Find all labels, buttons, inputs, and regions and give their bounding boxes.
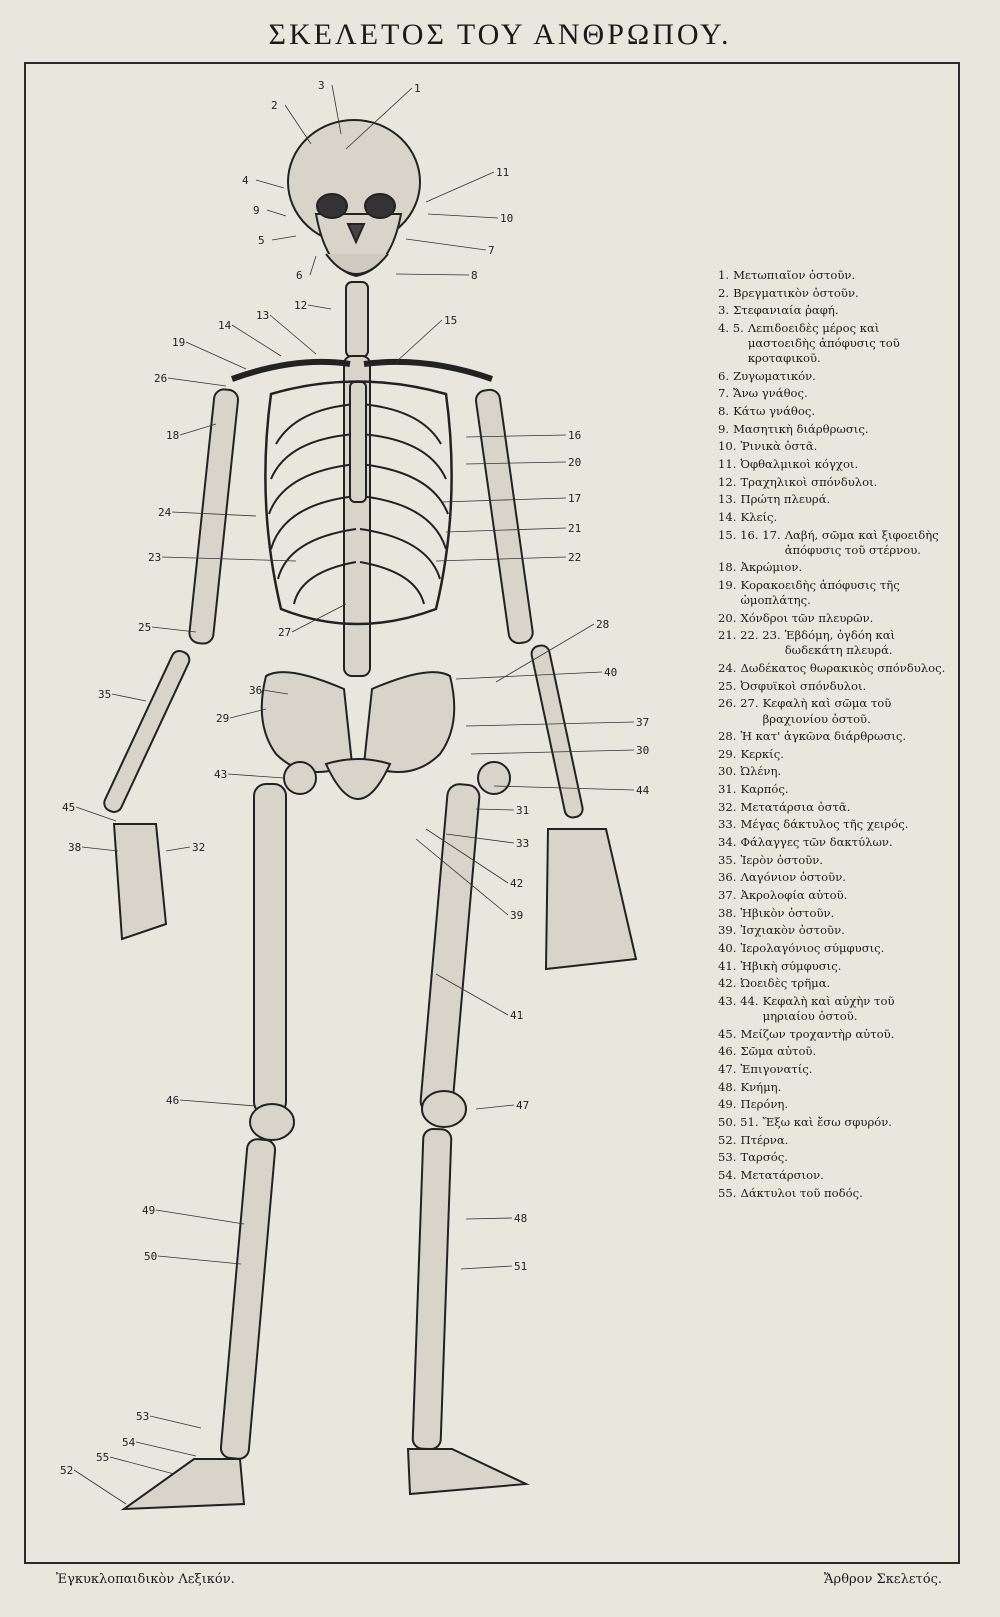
right-ilium — [364, 672, 454, 772]
bone-number-label: 14 — [218, 319, 232, 332]
bone-number-label: 28 — [596, 618, 610, 631]
legend-number: 33. — [718, 817, 737, 832]
legend-text: Χόνδροι τῶν πλευρῶν. — [740, 610, 874, 625]
legend-item — [718, 475, 950, 490]
bone-number-label: 2 — [271, 99, 278, 112]
legend-text: Λεπιδοειδὲς μέρος καὶ μαστοειδὴς ἀπόφυσις τοῦ κροταφικοῦ. — [747, 320, 900, 366]
legend-text: Ἱερολαγόνιος σύμφυσις. — [740, 941, 885, 956]
legend-text: Κορακοειδὴς ἀπόφυσις τῆς ὠμοπλάτης. — [740, 578, 900, 608]
bone-number-label: 24 — [158, 506, 172, 519]
legend-item — [718, 510, 950, 525]
legend-item — [718, 764, 950, 779]
leader-line — [166, 847, 190, 851]
legend-item — [718, 528, 950, 558]
legend-item — [718, 1133, 950, 1148]
bone-number-label: 31 — [516, 804, 530, 817]
legend-item — [718, 747, 950, 762]
leader-line — [466, 1218, 512, 1219]
legend-item — [718, 679, 950, 694]
legend-item — [718, 1080, 950, 1095]
bone-number-label: 47 — [516, 1099, 530, 1112]
legend-number: 46. — [718, 1044, 737, 1059]
legend-item — [718, 578, 950, 608]
legend-item — [718, 492, 950, 507]
bone-number-label: 8 — [471, 269, 478, 282]
legend-text: Κλείς. — [740, 510, 778, 524]
legend-number: 41. — [718, 958, 737, 973]
leader-line — [466, 462, 566, 464]
legend-number: 21. 22. 23. — [718, 628, 781, 643]
right-hand — [546, 829, 636, 969]
leader-line — [168, 378, 226, 386]
legend-number: 10. — [718, 439, 737, 454]
right-patella — [422, 1091, 466, 1127]
legend-item — [718, 661, 950, 676]
legend-text: Στεφανιαία ῥαφή. — [733, 303, 839, 318]
legend-number: 25. — [718, 678, 737, 693]
legend-number: 7. — [718, 386, 730, 401]
legend-text: Κεφαλὴ καὶ αὐχὴν τοῦ μηριαίου ὀστοῦ. — [762, 994, 895, 1024]
legend-item — [718, 422, 950, 437]
legend — [718, 268, 950, 1203]
bone-number-label: 19 — [172, 336, 186, 349]
legend-item — [718, 321, 950, 366]
bone-number-label: 20 — [568, 456, 582, 469]
leader-line — [110, 1457, 174, 1474]
bone-number-label: 39 — [510, 909, 524, 922]
leader-line — [74, 1470, 126, 1504]
bone-number-label: 53 — [136, 1410, 150, 1423]
legend-number: 4. 5. — [718, 320, 744, 335]
bone-number-label: 11 — [496, 166, 510, 179]
legend-number: 14. — [718, 510, 737, 524]
skeleton-bones — [102, 120, 636, 1509]
legend-text: Ἀκρώμιον. — [740, 560, 803, 575]
legend-number: 34. — [718, 835, 737, 850]
legend-text: Δάκτυλοι τοῦ ποδός. — [740, 1185, 863, 1200]
leader-line — [82, 847, 118, 851]
left-patella — [250, 1104, 294, 1140]
bone-number-label: 44 — [636, 784, 650, 797]
legend-number: 31. — [718, 782, 737, 797]
bone-number-label: 41 — [510, 1009, 524, 1022]
legend-text: Φάλαγγες τῶν δακτύλων. — [740, 835, 893, 850]
leader-line — [180, 1100, 256, 1106]
bone-number-label: 15 — [444, 314, 458, 327]
legend-item — [718, 439, 950, 454]
legend-item — [718, 800, 950, 815]
bone-number-label: 6 — [296, 269, 303, 282]
leader-line — [292, 604, 346, 632]
bone-number-label: 25 — [138, 621, 152, 634]
legend-item — [718, 1150, 950, 1165]
bone-number-label: 50 — [144, 1250, 158, 1263]
right-humerus — [475, 389, 534, 645]
pubis — [326, 759, 390, 799]
bone-number-label: 30 — [636, 744, 650, 757]
right-femur-head — [478, 762, 510, 794]
legend-text: Ὀσφυϊκοὶ σπόνδυλοι. — [740, 678, 867, 693]
right-foot — [408, 1449, 526, 1494]
legend-number: 42. — [718, 976, 737, 991]
legend-item — [718, 560, 950, 575]
bone-number-label: 35 — [98, 688, 112, 701]
legend-item — [718, 268, 950, 283]
bone-number-label: 18 — [166, 429, 180, 442]
leader-line — [428, 214, 498, 218]
bone-number-label: 37 — [636, 716, 650, 729]
legend-item — [718, 386, 950, 401]
legend-text: Μετατάρσια ὀστᾶ. — [740, 799, 851, 814]
legend-text: Πρώτη πλευρά. — [740, 492, 831, 507]
legend-text: Περόνη. — [740, 1097, 789, 1112]
leader-line — [150, 1416, 201, 1428]
bone-number-label: 21 — [568, 522, 582, 535]
bone-number-label: 36 — [249, 684, 263, 697]
leader-line — [272, 236, 296, 240]
leader-line — [476, 1105, 514, 1109]
legend-number: 37. — [718, 888, 737, 903]
legend-text: Πτέρνα. — [740, 1132, 789, 1147]
legend-number: 45. — [718, 1026, 737, 1041]
leader-line — [228, 774, 284, 778]
legend-item — [718, 853, 950, 868]
legend-item — [718, 404, 950, 419]
legend-item — [718, 835, 950, 850]
legend-item — [718, 303, 950, 318]
leader-line — [461, 1266, 512, 1269]
legend-number: 43. 44. — [718, 994, 759, 1008]
leader-line — [162, 557, 296, 561]
legend-number: 18. — [718, 560, 737, 575]
leader-line — [285, 105, 311, 144]
legend-text: Κερκίς. — [740, 746, 784, 761]
leader-line — [270, 315, 316, 354]
left-foot — [124, 1459, 244, 1509]
legend-item — [718, 369, 950, 384]
legend-text: Ἀκρολοφία αὐτοῦ. — [740, 888, 848, 903]
bone-number-label: 26 — [154, 372, 168, 385]
legend-number: 1. — [718, 268, 730, 282]
bone-number-label: 4 — [242, 174, 249, 187]
left-hand — [114, 824, 166, 939]
legend-number: 19. — [718, 578, 737, 593]
legend-text: Τραχηλικοὶ σπόνδυλοι. — [740, 474, 878, 489]
bone-number-label: 54 — [122, 1436, 136, 1449]
cervical-spine — [346, 282, 368, 357]
legend-text: Ταρσός. — [740, 1150, 788, 1165]
sternum — [350, 382, 366, 502]
legend-number: 47. — [718, 1062, 737, 1077]
legend-number: 40. — [718, 941, 737, 956]
legend-item — [718, 1097, 950, 1112]
legend-text: Λαβή, σῶμα καὶ ξιφοειδὴς ἀπόφυσις τοῦ στέρνου. — [784, 527, 939, 557]
bone-number-label: 12 — [294, 299, 308, 312]
legend-text: Ὀφθαλμικοὶ κόγχοι. — [740, 457, 859, 472]
mandible — [326, 254, 388, 274]
leader-line — [156, 1210, 244, 1224]
legend-number: 48. — [718, 1079, 737, 1094]
bone-number-label: 43 — [214, 768, 228, 781]
bone-number-label: 45 — [62, 801, 76, 814]
bone-number-label: 46 — [166, 1094, 180, 1107]
legend-item — [718, 611, 950, 626]
legend-number: 55. — [718, 1185, 737, 1200]
leader-line — [396, 320, 442, 362]
legend-number: 35. — [718, 852, 737, 867]
legend-number: 49. — [718, 1097, 737, 1112]
legend-text: Καρπός. — [740, 782, 789, 797]
leader-line — [136, 1442, 196, 1456]
legend-number: 6. — [718, 368, 730, 383]
legend-text: Ἰσχιακὸν ὀστοῦν. — [740, 923, 845, 938]
leader-line — [406, 239, 486, 250]
bone-number-label: 52 — [60, 1464, 74, 1477]
leader-line — [232, 325, 281, 356]
bone-number-label: 10 — [500, 212, 514, 225]
legend-item — [718, 1062, 950, 1077]
legend-text: Ἡ κατ' ἀγκῶνα διάρθρωσις. — [740, 729, 907, 744]
leader-line — [267, 210, 286, 216]
legend-text: Μετωπιαῖον ὀστοῦν. — [733, 268, 856, 282]
bone-number-label: 51 — [514, 1260, 528, 1273]
legend-text: Λαγόνιον ὀστοῦν. — [740, 870, 846, 885]
bone-number-label: 7 — [488, 244, 495, 257]
legend-item — [718, 782, 950, 797]
leader-line — [186, 342, 246, 369]
left-femur — [254, 784, 286, 1114]
right-tibia — [412, 1129, 451, 1450]
page-title: ΣΚΕΛΕΤΟΣ ΤΟΥ ΑΝΘΡΩΠΟΥ. — [268, 18, 732, 51]
legend-text: Ἐπιγονατίς. — [740, 1062, 813, 1077]
legend-number: 38. — [718, 905, 737, 920]
legend-text: Ὠλένη. — [740, 764, 782, 779]
leader-line — [256, 180, 284, 188]
legend-text: Μείζων τροχαντὴρ αὐτοῦ. — [740, 1026, 895, 1041]
legend-text: Ζυγωματικόν. — [733, 368, 816, 383]
legend-item — [718, 888, 950, 903]
legend-item — [718, 994, 950, 1024]
legend-item — [718, 941, 950, 956]
legend-number: 12. — [718, 474, 737, 489]
legend-text: Ἡβικὸν ὀστοῦν. — [740, 905, 835, 920]
legend-number: 29. — [718, 746, 737, 761]
legend-item — [718, 959, 950, 974]
legend-text: Ἑβδόμη, ὀγδόη καὶ δωδεκάτη πλευρά. — [784, 628, 896, 658]
legend-text: Ἔξω καὶ ἔσω σφυρόν. — [762, 1115, 892, 1129]
legend-number: 9. — [718, 421, 730, 436]
right-femur — [420, 783, 481, 1115]
legend-item — [718, 1186, 950, 1201]
left-clavicle — [232, 362, 350, 379]
legend-number: 2. — [718, 285, 730, 300]
leader-line — [396, 274, 469, 275]
legend-text: Κεφαλὴ καὶ σῶμα τοῦ βραχιονίου ὀστοῦ. — [762, 696, 892, 726]
legend-text: Κνήμη. — [740, 1079, 782, 1094]
legend-item — [718, 906, 950, 921]
legend-number: 15. 16. 17. — [718, 527, 781, 542]
legend-number: 26. 27. — [718, 696, 759, 711]
bone-number-label: 27 — [278, 626, 292, 639]
leader-line — [476, 809, 514, 810]
legend-item — [718, 923, 950, 938]
legend-number: 8. — [718, 404, 730, 419]
bone-number-label: 5 — [258, 234, 265, 247]
legend-number: 53. — [718, 1150, 737, 1165]
legend-text: Ῥινικὰ ὀστᾶ. — [740, 439, 818, 454]
legend-number: 13. — [718, 492, 737, 507]
legend-item — [718, 286, 950, 301]
legend-text: Ἱερὸν ὀστοῦν. — [740, 852, 823, 867]
leader-line — [426, 172, 494, 202]
footer-article: Ἄρθρον Σκελετός. — [824, 1572, 942, 1587]
legend-item — [718, 1115, 950, 1130]
legend-item — [718, 457, 950, 472]
bone-number-label: 1 — [414, 82, 421, 95]
bone-number-label: 16 — [568, 429, 582, 442]
legend-text: Ἡβικὴ σύμφυσις. — [740, 958, 842, 973]
legend-text: Δωδέκατος θωρακικὸς σπόνδυλος. — [740, 661, 946, 676]
legend-item — [718, 696, 950, 726]
bone-number-label: 38 — [68, 841, 82, 854]
legend-text: Μετατάρσιον. — [740, 1167, 824, 1182]
bone-number-label: 17 — [568, 492, 582, 505]
bone-number-label: 55 — [96, 1451, 110, 1464]
bone-number-label: 49 — [142, 1204, 156, 1217]
legend-text: Μασητικὴ διάρθρωσις. — [733, 421, 869, 436]
legend-item — [718, 976, 950, 991]
legend-number: 24. — [718, 661, 737, 676]
bone-number-label: 42 — [510, 877, 524, 890]
bone-number-label: 33 — [516, 837, 530, 850]
legend-number: 50. 51. — [718, 1115, 759, 1129]
legend-text: Ἄνω γνάθος. — [733, 386, 808, 401]
right-eye-socket — [365, 194, 395, 218]
legend-item — [718, 1027, 950, 1042]
right-forearm — [530, 644, 584, 819]
legend-item — [718, 729, 950, 744]
leader-line — [310, 256, 316, 275]
bone-number-label: 40 — [604, 666, 618, 679]
legend-item — [718, 870, 950, 885]
legend-text: Μέγας δάκτυλος τῆς χειρός. — [740, 817, 909, 832]
legend-number: 20. — [718, 610, 737, 625]
legend-text: Σῶμα αὐτοῦ. — [740, 1044, 817, 1059]
leader-line — [230, 709, 266, 718]
bone-number-label: 23 — [148, 551, 162, 564]
bone-number-label: 9 — [253, 204, 260, 217]
bone-number-label: 48 — [514, 1212, 528, 1225]
legend-text: Κάτω γνάθος. — [733, 404, 816, 419]
legend-number: 52. — [718, 1132, 737, 1147]
leader-line — [158, 1256, 241, 1264]
legend-number: 30. — [718, 764, 737, 779]
legend-number: 32. — [718, 799, 737, 814]
left-femur-head — [284, 762, 316, 794]
legend-number: 3. — [718, 303, 730, 318]
left-ilium — [262, 672, 352, 772]
left-forearm — [102, 648, 192, 814]
legend-number: 39. — [718, 923, 737, 938]
legend-number: 54. — [718, 1167, 737, 1182]
legend-item — [718, 1044, 950, 1059]
bone-number-label: 3 — [318, 79, 325, 92]
right-clavicle — [364, 362, 492, 379]
bone-number-label: 32 — [192, 841, 206, 854]
legend-number: 11. — [718, 457, 737, 472]
leader-line — [456, 672, 602, 679]
left-tibia — [220, 1138, 276, 1459]
bone-number-label: 29 — [216, 712, 230, 725]
legend-number: 28. — [718, 729, 737, 744]
legend-text: Ὠοειδὲς τρῆμα. — [740, 976, 831, 991]
legend-number: 36. — [718, 870, 737, 885]
footer-source: Ἐγκυκλοπαιδικὸν Λεξικόν. — [56, 1572, 235, 1587]
leader-line — [112, 694, 146, 701]
left-humerus — [188, 388, 239, 644]
legend-text: Βρεγματικὸν ὀστοῦν. — [733, 285, 859, 300]
legend-item — [718, 1168, 950, 1183]
bone-number-label: 22 — [568, 551, 582, 564]
legend-item — [718, 817, 950, 832]
bone-number-label: 13 — [256, 309, 270, 322]
legend-item — [718, 628, 950, 658]
leader-line — [308, 305, 331, 309]
left-eye-socket — [317, 194, 347, 218]
